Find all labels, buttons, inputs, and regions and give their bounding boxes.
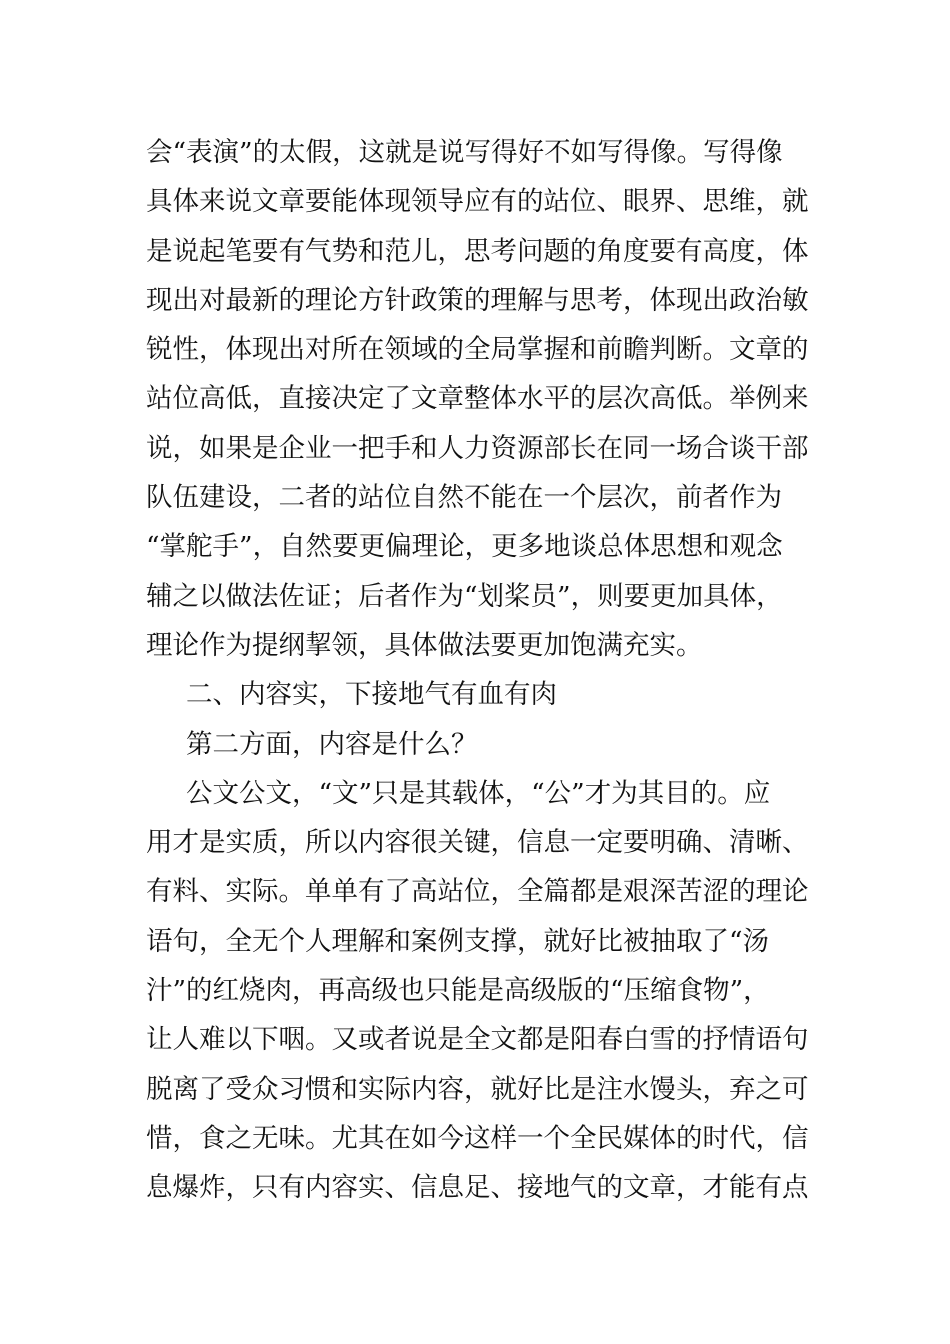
text-line: “掌舵手”，自然要更偏理论，更多地谈总体思想和观念 — [146, 531, 783, 563]
text-line: 会“表演”的太假，这就是说写得好不如写得像。写得像 — [146, 137, 783, 168]
section-heading: 二、内容实，下接地气有血有肉 — [186, 679, 557, 711]
text-line: 辅之以做法佐证；后者作为“划桨员”，则要更加具体， — [146, 580, 783, 612]
text-line: 汁”的红烧肉，再高级也只能是高级版的“压缩食物”， — [146, 975, 770, 1007]
text-line: 惜，食之无味。尤其在如今这样一个全民媒体的时代，信 — [146, 1122, 809, 1154]
text-line: 息爆炸，只有内容实、信息足、接地气的文章，才能有点 — [146, 1172, 809, 1204]
text-line: 脱离了受众习惯和实际内容，就好比是注水馒头，弃之可 — [146, 1073, 809, 1105]
text-line: 说，如果是企业一把手和人力资源部长在同一场合谈干部 — [146, 432, 809, 464]
text-line: 队伍建设，二者的站位自然不能在一个层次，前者作为 — [146, 482, 782, 514]
text-line: 具体来说文章要能体现领导应有的站位、眼界、思维，就 — [146, 186, 809, 218]
text-line: 用才是实质，所以内容很关键，信息一定要明确、清晰、 — [146, 827, 809, 859]
text-line: 有料、实际。单单有了高站位，全篇都是艰深苦涩的理论 — [146, 876, 809, 908]
text-line: 是说起笔要有气势和范儿，思考问题的角度要有高度，体 — [146, 235, 809, 267]
text-line: 现出对最新的理论方针政策的理解与思考，体现出政治敏 — [146, 284, 809, 316]
text-line: 让人难以下咽。又或者说是全文都是阳春白雪的抒情语句 — [146, 1024, 809, 1056]
text-line: 理论作为提纲挈领，具体做法要更加饱满充实。 — [146, 629, 703, 661]
text-line: 语句，全无个人理解和案例支撑，就好比被抽取了“汤 — [146, 925, 770, 957]
text-line: 锐性，体现出对所在领域的全局掌握和前瞻判断。文章的 — [146, 334, 809, 366]
text-line: 第二方面，内容是什么？ — [186, 728, 478, 760]
text-line: 公文公文，“文”只是其载体，“公”才为其目的。应 — [186, 777, 771, 809]
text-line: 站位高低，直接决定了文章整体水平的层次高低。举例来 — [146, 383, 809, 415]
body-text — [146, 128, 826, 1213]
